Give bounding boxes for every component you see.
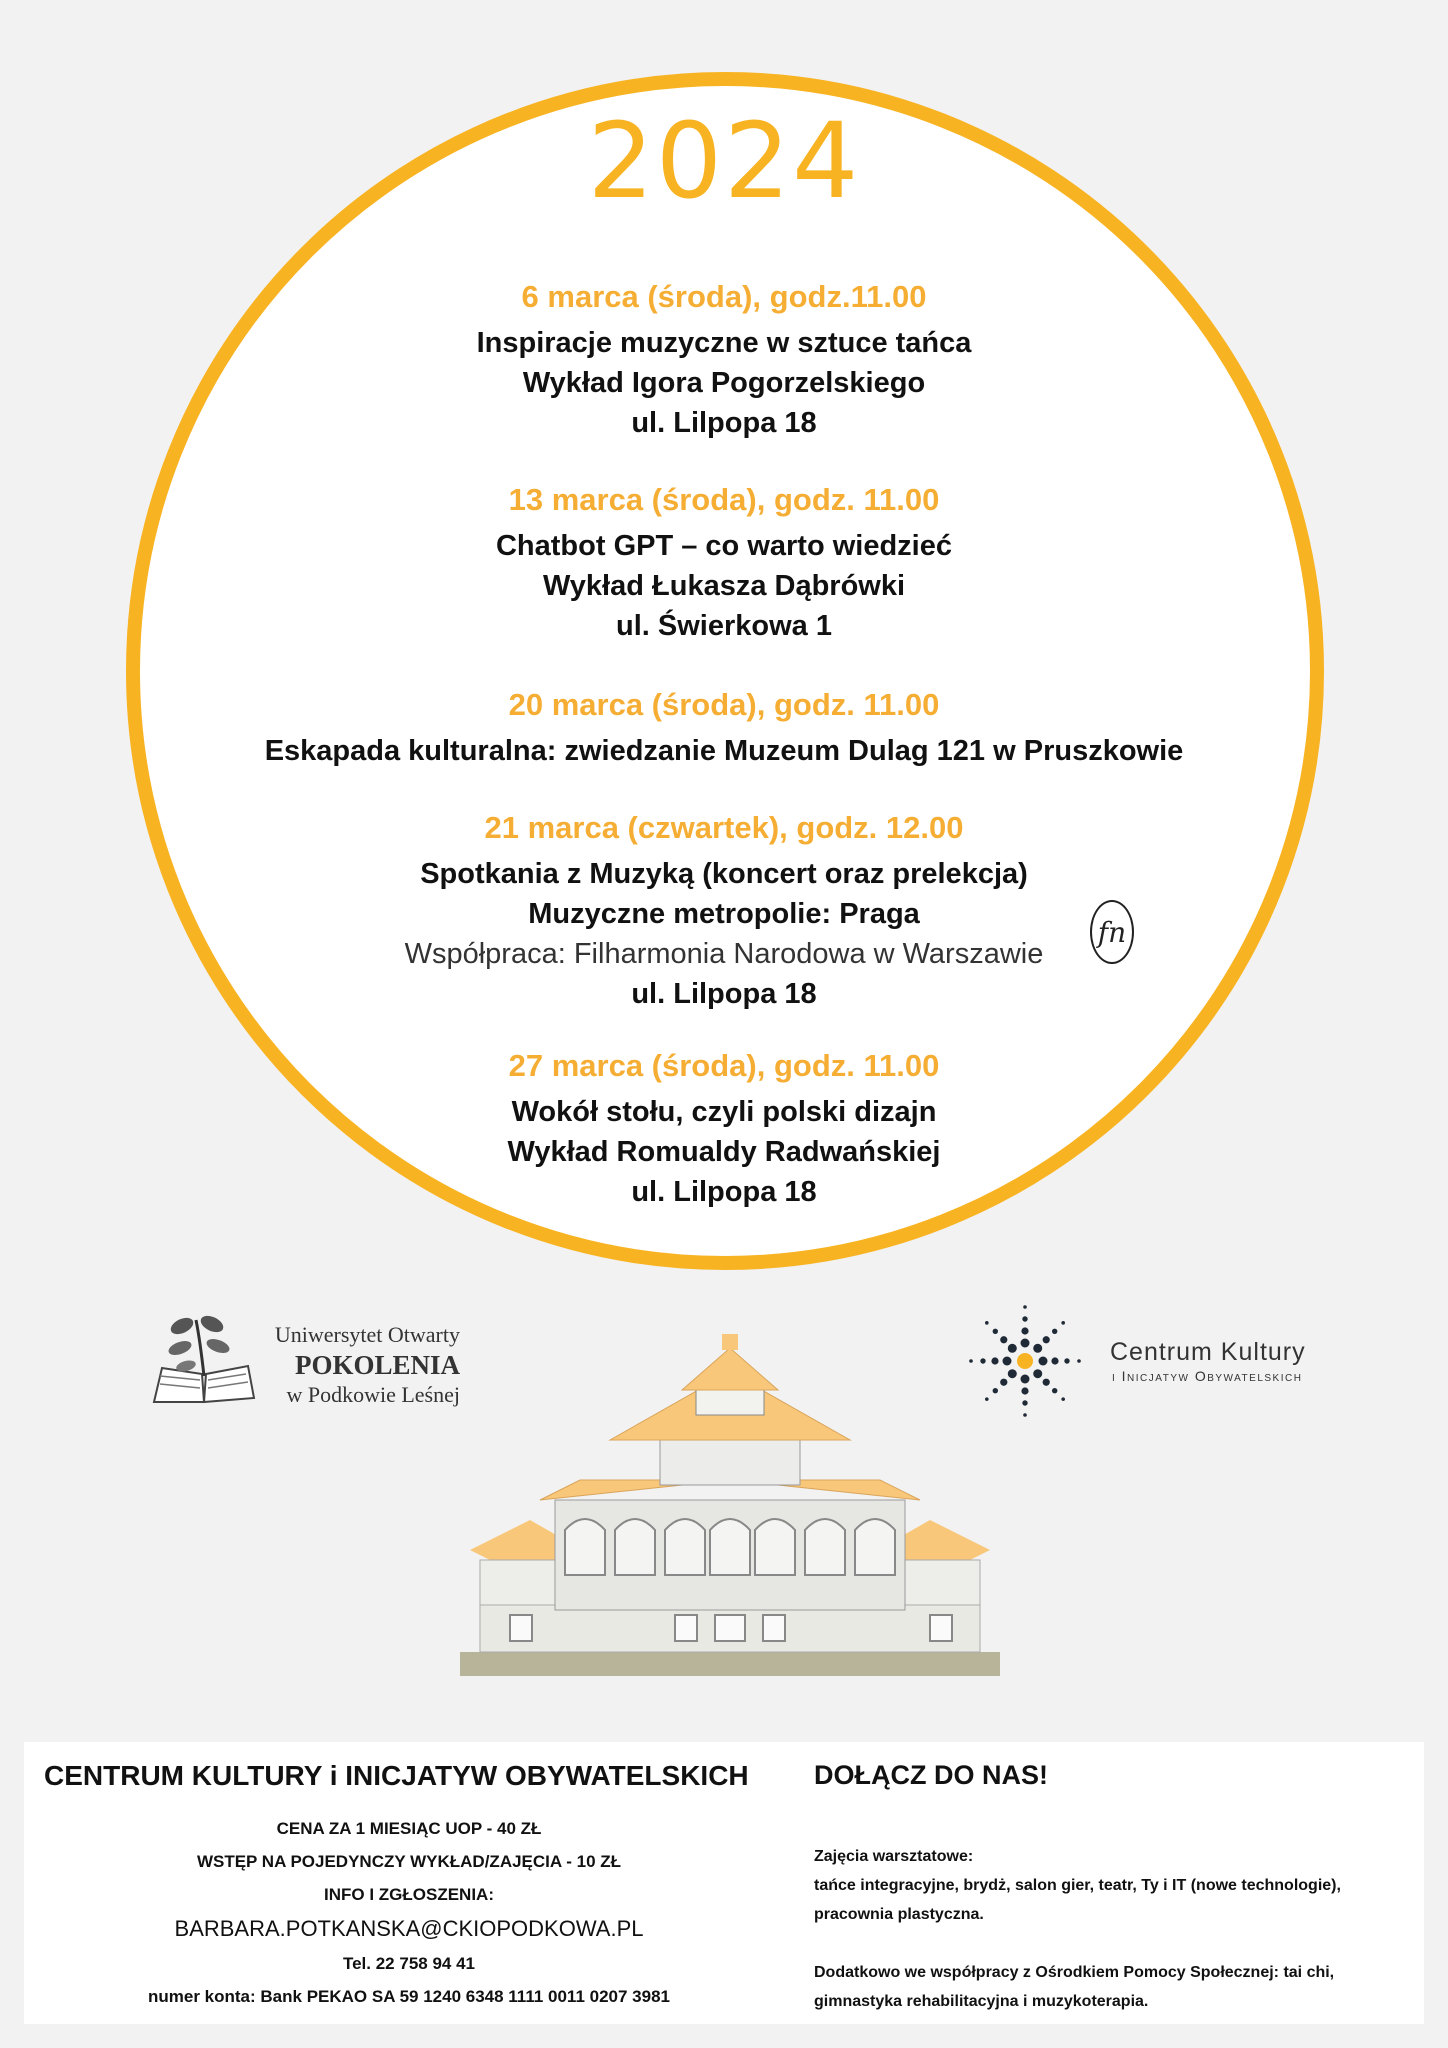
ckio-name-line2: i Inicjatyw Obywatelskich <box>1112 1368 1303 1384</box>
event-lecturer: Wykład Romualdy Radwańskiej <box>507 1136 941 1168</box>
event-address: ul. Lilpopa 18 <box>631 407 817 439</box>
event-date: 21 marca (czwartek), godz. 12.00 <box>484 810 964 845</box>
event-date: 20 marca (środa), godz. 11.00 <box>508 687 940 722</box>
building-illustration <box>460 1330 1000 1680</box>
contact-email[interactable]: BARBARA.POTKANSKA@CKIOPODKOWA.PL <box>174 1916 644 1941</box>
event-4 <box>0 808 1448 1014</box>
contact-phone: Tel. 22 758 94 41 <box>342 1954 475 1973</box>
workshops-text: tańce integracyjne, brydż, salon gier, teatr, Ty i IT (nowe technologie), pracownia plastyczna. <box>814 1877 1341 1923</box>
uotp-name-line1: Uniwersytet Otwarty <box>274 1322 460 1347</box>
event-lecturer: Wykład Łukasza Dąbrówki <box>542 570 906 602</box>
price-month: CENA ZA 1 MIESIĄC UOP - 40 ZŁ <box>276 1819 542 1838</box>
event-title: Wokół stołu, czyli polski dizajn <box>511 1096 937 1128</box>
event-title: Chatbot GPT – co warto wiedzieć <box>495 530 952 562</box>
event-date: 6 marca (środa), godz.11.00 <box>521 279 927 314</box>
event-5 <box>0 1046 1448 1212</box>
org-title: CENTRUM KULTURY i INICJATYW OBYWATELSKICH <box>44 1760 749 1791</box>
event-address: ul. Lilpopa 18 <box>631 1176 817 1208</box>
join-title: DOŁĄCZ DO NAS! <box>814 1760 1048 1790</box>
event-3 <box>0 685 1448 771</box>
uotp-name-line2: POKOLENIA <box>294 1350 460 1380</box>
bank-account: numer konta: Bank PEKAO SA 59 1240 6348 1111 0011 0207 3981 <box>148 1987 670 2006</box>
event-partner: Współpraca: Filharmonia Narodowa w Warszawie <box>404 938 1044 970</box>
filharmonia-logo-text: fn <box>1097 915 1127 949</box>
workshops-info <box>814 1842 1414 2045</box>
event-2 <box>0 480 1448 646</box>
event-date: 13 marca (środa), godz. 11.00 <box>508 482 940 517</box>
event-title: Inspiracje muzyczne w sztuce tańca <box>476 327 972 359</box>
event-date: 27 marca (środa), godz. 11.00 <box>508 1048 940 1083</box>
price-single: WSTĘP NA POJEDYNCZY WYKŁAD/ZAJĘCIA - 10 ZŁ <box>196 1852 622 1871</box>
uotp-logo <box>150 1310 470 1410</box>
event-address: ul. Świerkowa 1 <box>616 610 832 642</box>
info-panel <box>24 1742 1424 2024</box>
year-title: 2024 <box>587 100 861 222</box>
event-subtitle: Muzyczne metropolie: Praga <box>528 898 920 930</box>
event-lecturer: Wykład Igora Pogorzelskiego <box>522 367 926 399</box>
ckio-name-line1: Centrum Kultury <box>1110 1338 1306 1366</box>
event-title: Eskapada kulturalna: zwiedzanie Muzeum Dulag 121 w Pruszkowie <box>264 735 1184 767</box>
info-label: INFO I ZGŁOSZENIA: <box>324 1885 494 1904</box>
event-address: ul. Lilpopa 18 <box>631 978 817 1010</box>
extra-activities: Dodatkowo we współpracy z Ośrodkiem Pomocy Społecznej: tai chi, gimnastyka rehabilitacyjna i muzykoterapia. <box>814 1964 1335 2010</box>
pricing-info <box>24 1812 794 2013</box>
book-plant-icon <box>150 1310 260 1410</box>
workshops-label: Zajęcia warsztatowe: <box>814 1848 974 1865</box>
filharmonia-logo <box>1090 900 1134 964</box>
ckio-logo <box>960 1296 1390 1426</box>
event-title: Spotkania z Muzyką (koncert oraz prelekcja) <box>420 858 1028 890</box>
uotp-name-line3: w Podkowie Leśnej <box>286 1382 460 1407</box>
event-1 <box>0 277 1448 443</box>
